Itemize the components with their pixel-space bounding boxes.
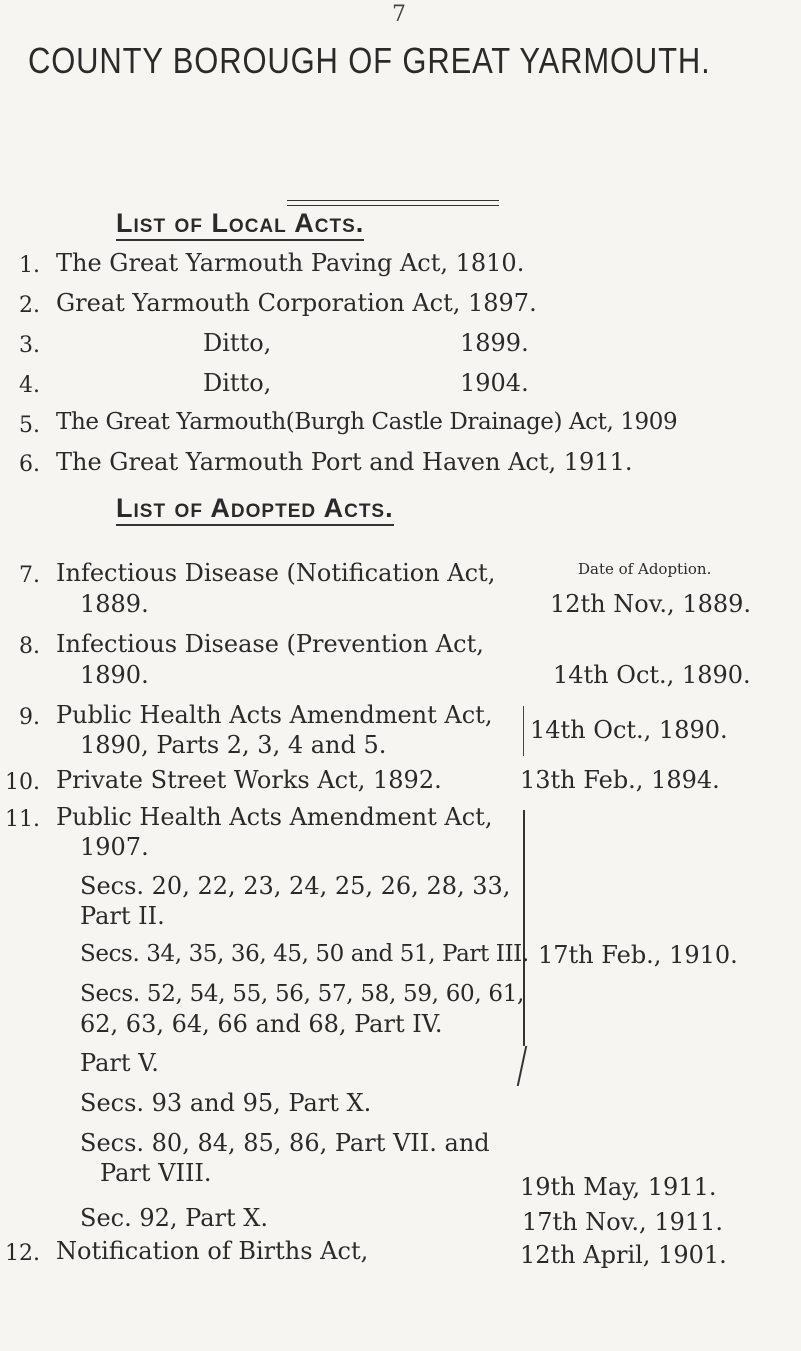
local-act-text: The Great Yarmouth Paving Act, 1810. xyxy=(56,249,525,277)
local-act-text: Ditto, xyxy=(203,369,272,397)
section-list: Secs. 52, 54, 55, 56, 57, 58, 59, 60, 61, xyxy=(80,981,525,1007)
section-list: Secs. 20, 22, 23, 24, 25, 26, 28, 33, xyxy=(80,872,511,900)
local-act-text: The Great Yarmouth(Burgh Castle Drainage) Act, 1909 xyxy=(56,409,678,435)
adopted-act-text: 1907. xyxy=(80,833,149,861)
local-act-text: Great Yarmouth Corporation Act, 1897. xyxy=(56,289,537,317)
brace-large-top xyxy=(519,810,525,1046)
local-act-text: Ditto, xyxy=(203,329,272,357)
adopted-act-text: Private Street Works Act, 1892. xyxy=(56,766,442,794)
adopted-act-text: Infectious Disease (Prevention Act, xyxy=(56,630,484,658)
adopted-acts-heading xyxy=(116,493,394,524)
adoption-date: 12th April, 1901. xyxy=(520,1241,727,1269)
adoption-date: 17th Nov., 1911. xyxy=(522,1208,724,1236)
adopted-acts-heading-text: List of Adopted Acts. xyxy=(116,493,394,526)
adoption-date: 13th Feb., 1894. xyxy=(520,766,720,794)
item-number: 12. xyxy=(5,1241,40,1266)
title-rule-top xyxy=(287,200,499,201)
section-list: Part II. xyxy=(80,902,165,930)
title-rule-bottom xyxy=(287,205,499,206)
item-number: 7. xyxy=(19,563,40,588)
adoption-date: 19th May, 1911. xyxy=(520,1173,717,1201)
adopted-act-text: Notification of Births Act, xyxy=(56,1237,369,1265)
date-column-header: Date of Adoption. xyxy=(578,560,712,578)
page-title: COUNTY BOROUGH OF GREAT YARMOUTH. xyxy=(28,40,711,81)
adopted-act-text: Public Health Acts Amendment Act, xyxy=(56,803,493,831)
item-number: 8. xyxy=(19,634,40,659)
adopted-act-text: Infectious Disease (Notification Act, xyxy=(56,559,496,587)
section-list: 62, 63, 64, 66 and 68, Part IV. xyxy=(80,1010,443,1038)
section-list: Secs. 34, 35, 36, 45, 50 and 51, Part III. xyxy=(80,941,529,967)
adoption-date: 17th Feb., 1910. xyxy=(538,941,738,969)
section-list: Part VIII. xyxy=(100,1159,212,1187)
page-number: 7 xyxy=(392,2,406,27)
item-number: 5. xyxy=(19,413,40,438)
local-acts-heading xyxy=(116,208,364,239)
item-number: 6. xyxy=(19,452,40,477)
adopted-act-text: 1889. xyxy=(80,590,149,618)
item-number: 2. xyxy=(19,293,40,318)
item-number: 10. xyxy=(5,770,40,795)
item-number: 9. xyxy=(19,705,40,730)
local-act-year: 1904. xyxy=(460,369,529,397)
adopted-act-text: 1890. xyxy=(80,661,149,689)
adopted-act-text: Public Health Acts Amendment Act, xyxy=(56,701,493,729)
item-number: 11. xyxy=(5,807,40,832)
item-number: 4. xyxy=(19,373,40,398)
section-list: Secs. 93 and 95, Part X. xyxy=(80,1089,372,1117)
local-act-year: 1899. xyxy=(460,329,529,357)
adoption-date: 12th Nov., 1889. xyxy=(550,590,752,618)
local-act-text: The Great Yarmouth Port and Haven Act, 1911. xyxy=(56,448,633,476)
adoption-date: 14th Oct., 1890. xyxy=(530,716,728,744)
item-number: 3. xyxy=(19,333,40,358)
section-list: Secs. 80, 84, 85, 86, Part VII. and xyxy=(80,1129,490,1157)
item-number: 1. xyxy=(19,253,40,278)
adoption-date: 14th Oct., 1890. xyxy=(553,661,751,689)
section-list: Sec. 92, Part X. xyxy=(80,1204,268,1232)
section-list: Part V. xyxy=(80,1049,159,1077)
local-acts-heading-text: List of Local Acts. xyxy=(116,208,364,241)
adopted-act-text: 1890, Parts 2, 3, 4 and 5. xyxy=(80,731,387,759)
brace-small xyxy=(523,706,527,756)
brace-large-bottom xyxy=(501,1046,528,1086)
